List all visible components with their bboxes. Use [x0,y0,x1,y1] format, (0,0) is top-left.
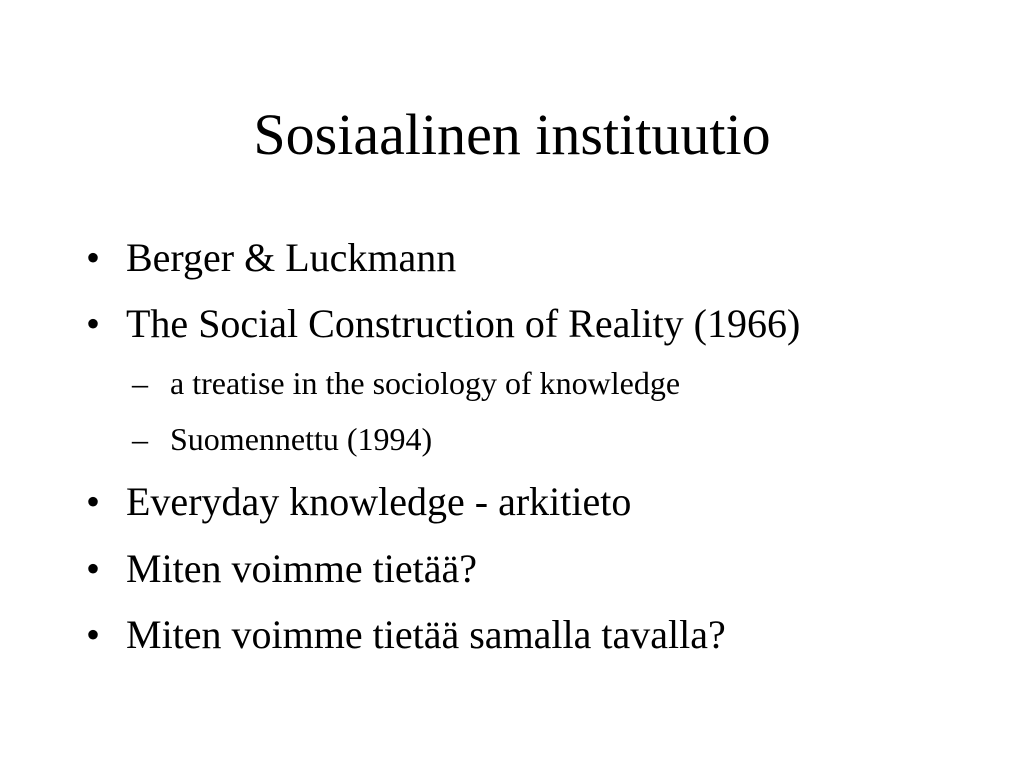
list-item-text: Berger & Luckmann [126,235,457,280]
sub-list-item-text: a treatise in the sociology of knowledge [170,365,681,401]
list-item-text: Miten voimme tietää? [126,546,477,591]
bullet-marker: • [86,546,101,591]
list-item-text: The Social Construction of Reality (1966) [126,301,801,346]
list-item-text: Everyday knowledge - arkitieto [126,479,632,524]
bullet-marker: • [86,235,101,280]
sub-list-item-text: Suomennettu (1994) [170,421,433,457]
slide-title: Sosiaalinen instituutio [253,102,771,167]
dash-marker: – [132,421,148,457]
list-item-text: Miten voimme tietää samalla tavalla? [126,612,726,657]
dash-marker: – [132,365,148,401]
bullet-marker: • [86,612,101,657]
bullet-marker: • [86,479,101,524]
bullet-marker: • [86,301,101,346]
